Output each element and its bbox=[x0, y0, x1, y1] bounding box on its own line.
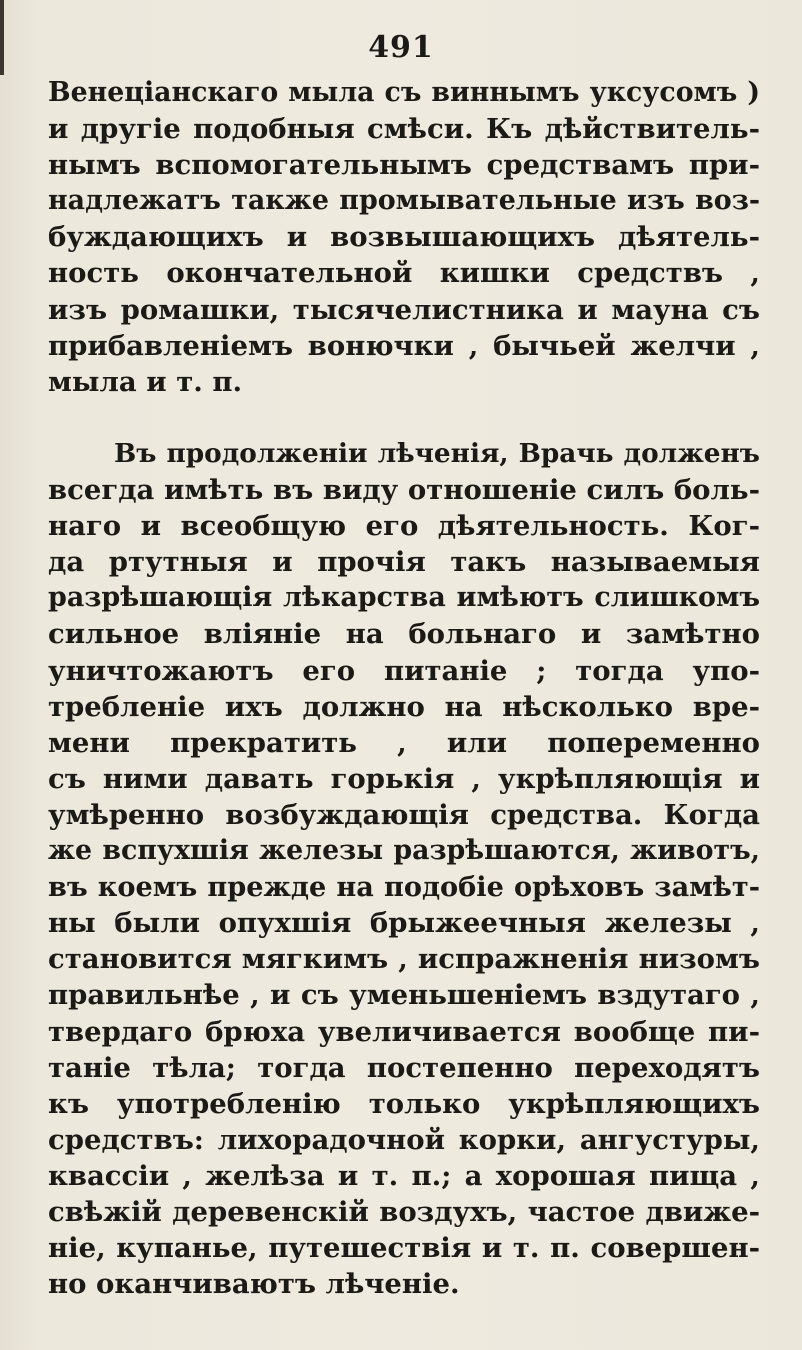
text-line: же вспухшія железы разрѣшаются, животъ, bbox=[48, 835, 760, 867]
text-line: становится мягкимъ , испражненія низомъ bbox=[48, 943, 760, 976]
text-line: ніе, купанье, путешествія и т. п. совершен- bbox=[48, 1232, 760, 1265]
text-line: умѣренно возбуждающія средства. Когда bbox=[48, 798, 760, 831]
text-line: правильнѣе , и съ уменьшеніемъ вздутаго , bbox=[48, 979, 760, 1012]
text-line: да ртутныя и прочія такъ называемыя bbox=[48, 546, 760, 579]
paragraph-2 bbox=[48, 436, 760, 1302]
text-line: наго и всеобщую его дѣятельность. Ког- bbox=[48, 510, 760, 543]
text-line: Въ продолженіи лѣченія, Врачь долженъ bbox=[114, 438, 760, 469]
text-line: буждающихъ и возвышающихъ дѣятель- bbox=[48, 221, 760, 254]
text-line: сильное вліяніе на больнаго и замѣтно bbox=[48, 618, 760, 651]
text-line: ность окончательной кишки средствъ , bbox=[48, 257, 760, 290]
text-line: съ ними давать горькія , укрѣпляющія и bbox=[48, 762, 760, 795]
text-line: мыла и т. п. bbox=[48, 365, 243, 398]
text-line: требленіе ихъ должно на нѣсколько вре- bbox=[48, 690, 760, 723]
text-line: нымъ вспомогательнымъ средствамъ при- bbox=[48, 149, 760, 182]
text-line: твердаго брюха увеличивается вообще пи- bbox=[48, 1015, 760, 1048]
text-line: всегда имѣть въ виду отношеніе силъ боль- bbox=[48, 474, 760, 507]
text-line: но оканчиваютъ лѣченіе. bbox=[48, 1268, 460, 1301]
text-line: надлежатъ также промывательные изъ воз- bbox=[48, 185, 760, 217]
text-line: ны были опухшія брыжеечныя железы , bbox=[48, 907, 760, 940]
text-line: уничтожаютъ его питаніе ; тогда упо- bbox=[48, 654, 760, 687]
text-line: къ употребленію только укрѣпляющихъ bbox=[48, 1087, 760, 1120]
text-line: прибавленіемъ вонючки , бычьей желчи , bbox=[48, 329, 760, 362]
text-line: свѣжій деревенскій воздухъ, частое движе- bbox=[48, 1195, 760, 1228]
text-line: разрѣшающія лѣкарства имѣютъ слишкомъ bbox=[48, 582, 760, 614]
text-line: въ коемъ прежде на подобіе орѣховъ замѣт- bbox=[48, 871, 760, 904]
text-line: и другіе подобныя смѣси. Къ дѣйствитель- bbox=[48, 113, 760, 146]
text-line: средствъ: лихорадочной корки, ангустуры, bbox=[48, 1123, 760, 1156]
text-line: квассіи , желѣза и т. п.; а хорошая пища , bbox=[48, 1159, 760, 1192]
text-line: таніе тѣла; тогда постепенно переходятъ bbox=[48, 1051, 760, 1084]
text-line: Венеціанскаго мыла съ виннымъ уксусомъ ) bbox=[48, 77, 760, 108]
paragraph-1 bbox=[48, 75, 760, 400]
page-number: 491 bbox=[368, 30, 434, 65]
text-line: изъ ромашки, тысячелистника и мауна съ bbox=[48, 293, 760, 326]
text-line: мени прекратить , или попеременно bbox=[48, 726, 760, 759]
